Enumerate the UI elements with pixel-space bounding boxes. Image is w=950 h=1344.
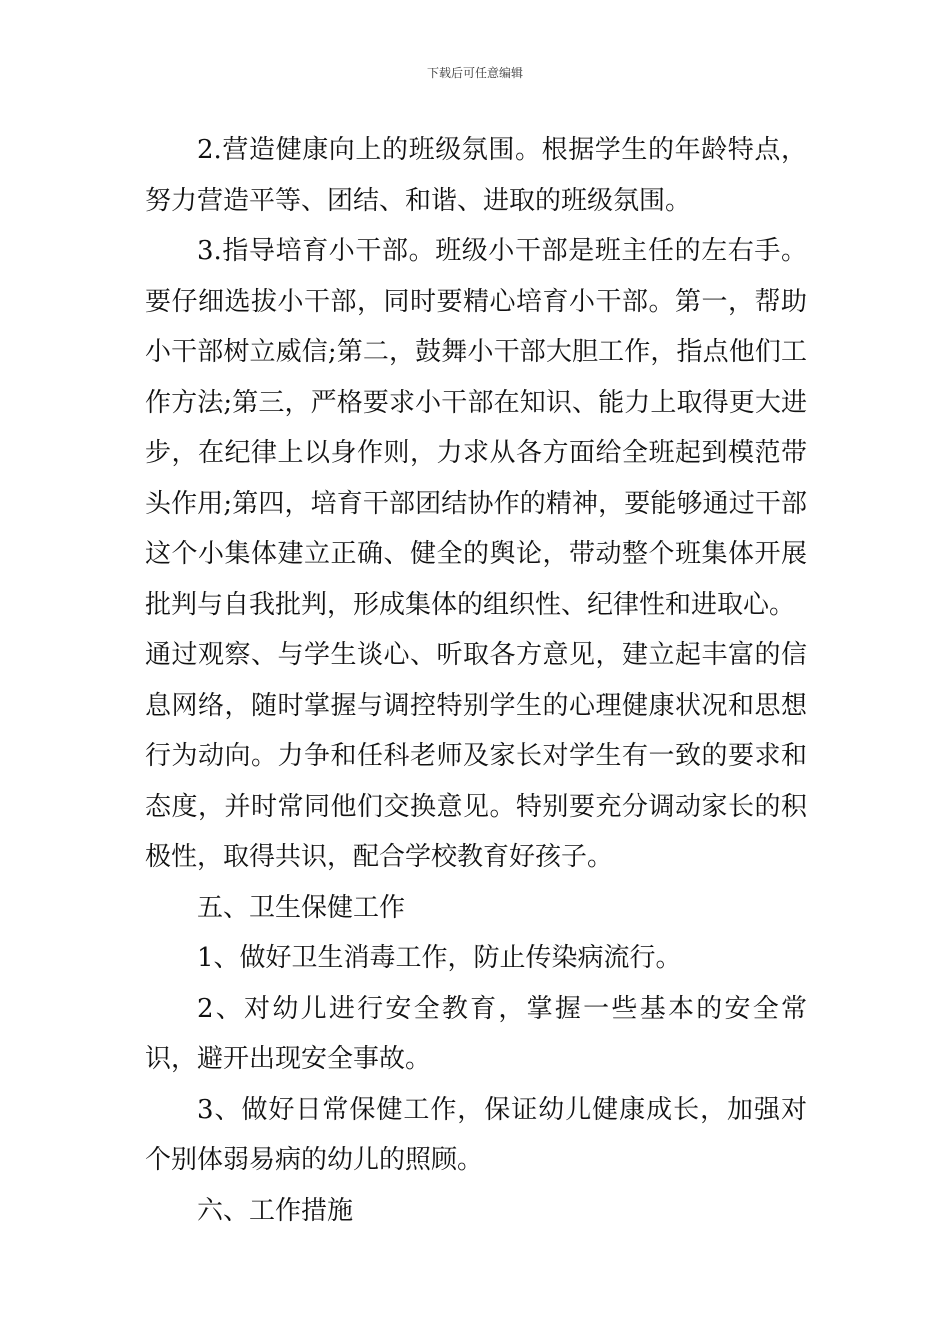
list-item-disinfection: 1、做好卫生消毒工作，防止传染病流行。	[197, 943, 682, 973]
list-item-daily-care: 3、做好日常保健工作，保证幼儿健康成长，加强对个别体弱易病的幼儿的照顾。	[145, 1094, 807, 1175]
paragraph-cadre-training: 3.指导培育小干部。班级小干部是班主任的左右手。要仔细选拔小干部，同时要精心培育小干部。第一，帮助小干部树立威信;第二，鼓舞小干部大胆工作，指点他们工作方法;第三，严格要求小干部在知识、能力上取得更大进步，在纪律上以身作则，力求从各方面给全班起到模范带头作用;第四，培育干部团结协作的精神，要能够通过干部这个小集体建立正确、健全的舆论，带动整个班集体开展批判与自我批判，形成集体的组织性、纪律性和进取心。	[145, 236, 807, 620]
document-body	[145, 125, 807, 1236]
download-note: 下载后可任意编辑	[426, 66, 523, 80]
section-heading-health: 五、卫生保健工作	[197, 892, 406, 923]
section-heading-measures: 六、工作措施	[197, 1195, 354, 1226]
list-item-safety-education: 2、对幼儿进行安全教育，掌握一些基本的安全常识，避开出现安全事故。	[145, 993, 807, 1074]
paragraph-communication: 通过观察、与学生谈心、听取各方意见，建立起丰富的信息网络，随时掌握与调控特别学生的心理健康状况和思想行为动向。力争和任科老师及家长对学生有一致的要求和态度，并时常同他们交换意见。特别要充分调动家长的积极性，取得共识，配合学校教育好孩子。	[145, 640, 807, 872]
paragraph-class-atmosphere: 2.营造健康向上的班级氛围。根据学生的年龄特点，努力营造平等、团结、和谐、进取的班级氛围。	[145, 135, 807, 216]
